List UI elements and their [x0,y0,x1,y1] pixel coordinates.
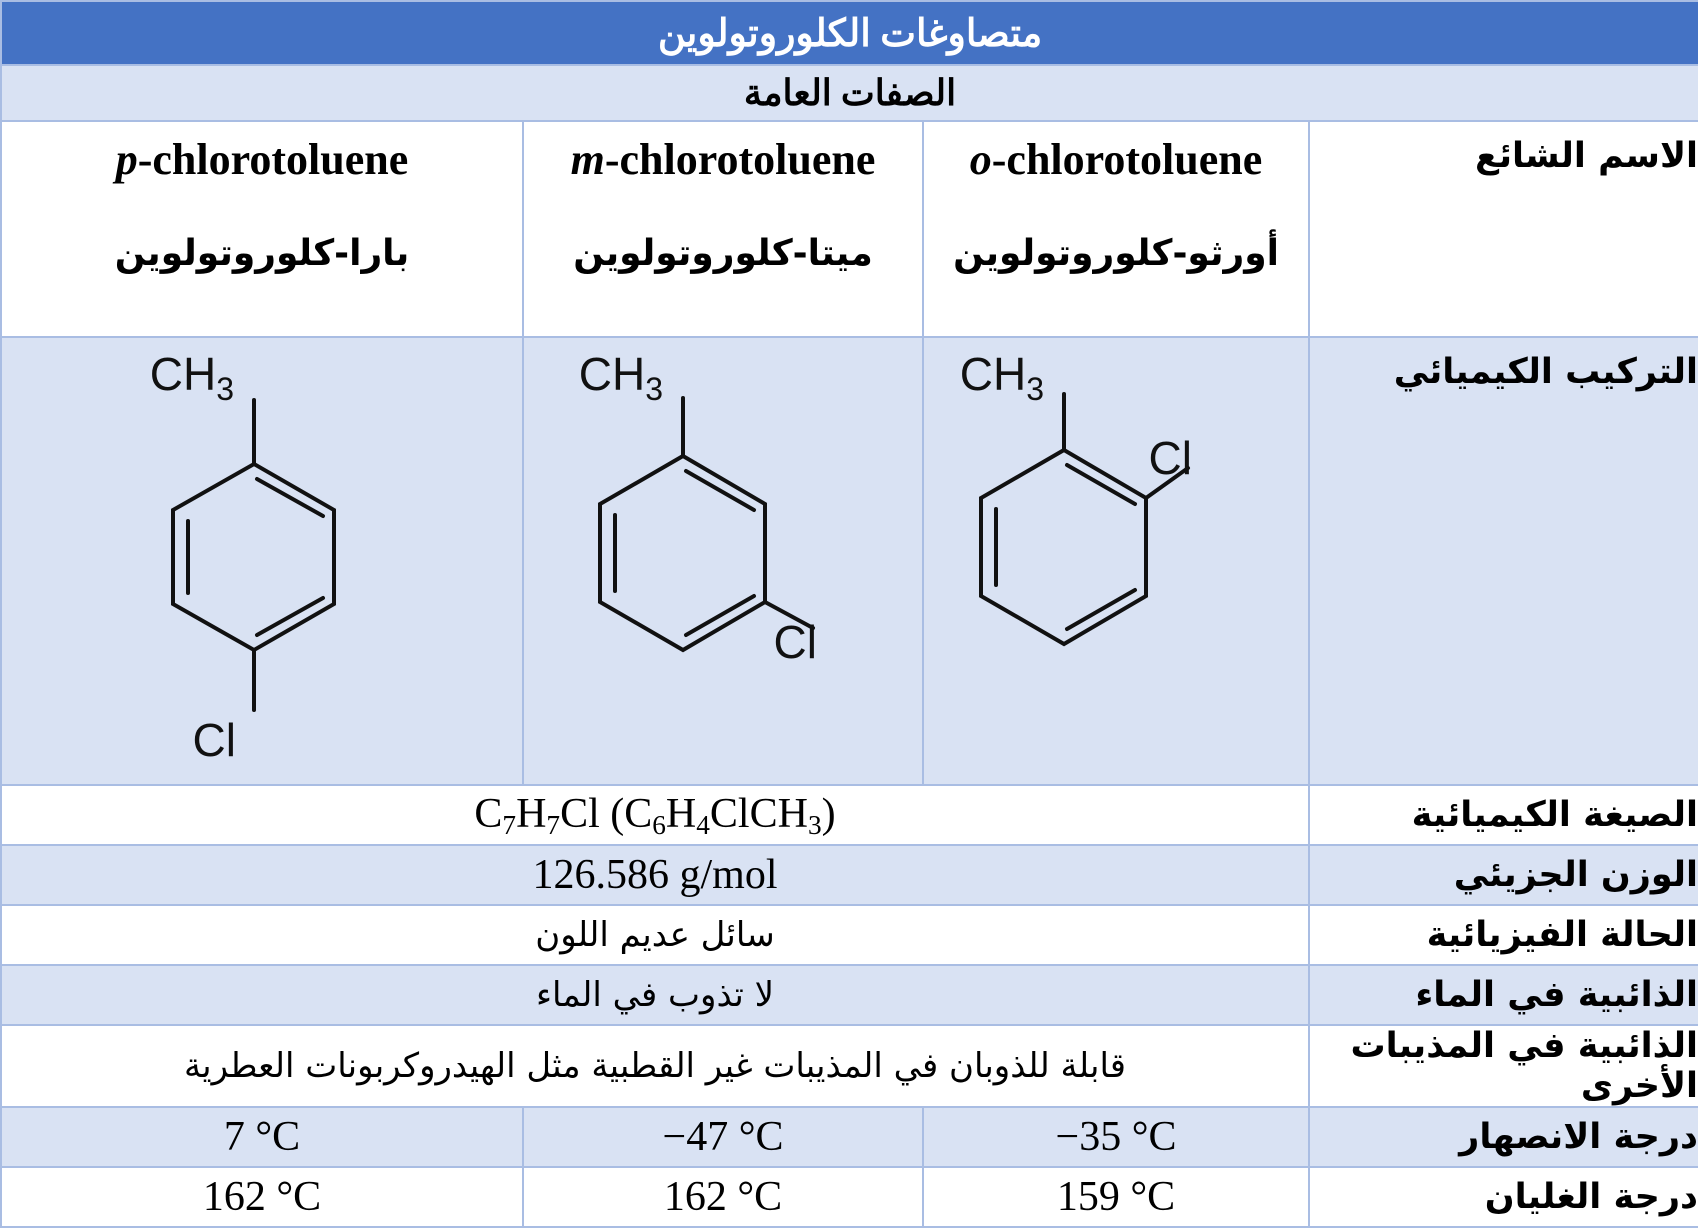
meta-bonds [600,398,813,650]
para-boiling-point: 162 °C [1,1167,523,1227]
para-chloro-label: Cl [192,714,237,766]
other-solubility-value: قابلة للذوبان في المذيبات غير القطبية مثل الهيدروكربونات العطرية [1,1025,1309,1107]
ortho-chloro-label: Cl [1148,432,1193,484]
boiling-point-row [1,1167,1698,1227]
meta-structure-diagram [533,338,913,778]
other-solubility-row [1,1025,1698,1107]
water-solubility-row [1,965,1698,1025]
para-structure-diagram [72,338,452,778]
title-row [1,1,1698,65]
molar-mass-value: 126.586 g/mol [1,845,1309,905]
meta-structure-cell [523,337,923,785]
meta-arabic-name: ميتا-كلوروتولوين [573,233,873,274]
boiling-point-label: درجة الغليان [1309,1167,1698,1227]
para-bonds [173,400,334,710]
water-solubility-label: الذائبية في الماء [1309,965,1698,1025]
molar-mass-label: الوزن الجزيئي [1309,845,1698,905]
ortho-english-name: o-chlorotoluene [969,135,1263,184]
ortho-benzene-ring [981,450,1146,644]
ortho-methyl-label: $CH_3$ [959,348,1045,407]
meta-english-name: m-chlorotoluene [570,135,876,184]
para-english-name: p-chlorotoluene [115,135,409,184]
para-methyl-label: $CH_3$ [149,348,235,407]
melting-point-label: درجة الانصهار [1309,1107,1698,1167]
physical-state-label: الحالة الفيزيائية [1309,905,1698,965]
meta-name-cell [523,121,923,337]
ortho-structure-diagram [926,338,1306,778]
ortho-melting-point: −35 °C [923,1107,1309,1167]
meta-boiling-point: 162 °C [523,1167,923,1227]
water-solubility-value: لا تذوب في الماء [1,965,1309,1025]
melting-point-row [1,1107,1698,1167]
common-name-label: الاسم الشائع [1309,121,1698,337]
common-name-row [1,121,1698,337]
subtitle-row [1,65,1698,121]
para-arabic-name: بارا-كلوروتولوين [114,233,410,274]
para-name-cell [1,121,523,337]
ortho-boiling-point: 159 °C [923,1167,1309,1227]
meta-methyl-label: $CH_3$ [578,348,664,407]
para-structure-cell [1,337,523,785]
molar-mass-row [1,845,1698,905]
ortho-arabic-name: أورثو-كلوروتولوين [953,233,1279,274]
structure-row [1,337,1698,785]
physical-state-row [1,905,1698,965]
para-benzene-ring [173,464,334,650]
para-melting-point: 7 °C [1,1107,523,1167]
meta-chloro-label: Cl [773,616,818,668]
formula-row [1,785,1698,845]
formula-value: $C_7H_7Cl$ $(C_6H_4ClCH_3)$ [1,785,1309,845]
table-title: متصاوغات الكلوروتولوين [1,1,1698,65]
ortho-name-cell [923,121,1309,337]
structure-label: التركيب الكيميائي [1309,337,1698,785]
meta-benzene-ring [600,456,765,650]
ortho-structure-cell [923,337,1309,785]
formula-label: الصيغة الكيميائية [1309,785,1698,845]
meta-melting-point: −47 °C [523,1107,923,1167]
table-subtitle: الصفات العامة [1,65,1698,121]
other-solubility-label: الذائبية في المذيبات الأخرى [1309,1025,1698,1107]
physical-state-value: سائل عديم اللون [1,905,1309,965]
